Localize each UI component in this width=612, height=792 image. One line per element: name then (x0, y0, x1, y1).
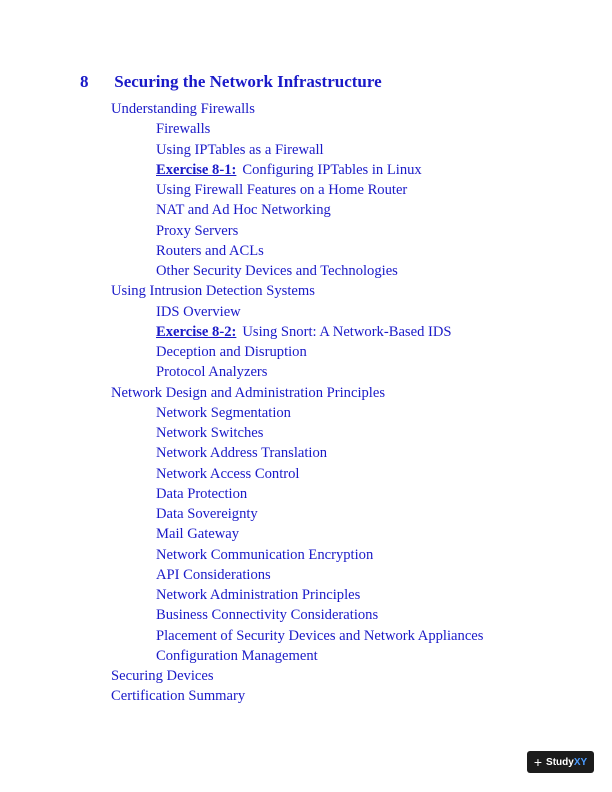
plus-icon: + (533, 754, 543, 770)
entry-text: Configuring IPTables in Linux (242, 161, 422, 178)
toc-subsection-entry[interactable] (156, 546, 373, 564)
chapter-number: 8 (80, 72, 89, 91)
entry-text: Data Sovereignty (156, 506, 258, 522)
entry-text: Firewalls (156, 121, 211, 138)
entry-text: Data Protection (156, 485, 248, 502)
entry-text: API Considerations (156, 566, 271, 583)
toc-section-entry[interactable] (111, 384, 385, 402)
toc-subsection-entry[interactable] (156, 222, 238, 240)
studyxy-badge[interactable] (527, 751, 594, 773)
entry-text: Business Connectivity Considerations (156, 607, 379, 624)
toc-subsection-entry[interactable] (156, 586, 360, 604)
toc-section-entry[interactable] (111, 687, 245, 705)
toc-section-entry[interactable] (111, 282, 315, 300)
toc-section-entry[interactable] (111, 667, 214, 685)
entry-text: Network Communication Encryption (156, 546, 374, 563)
toc-subsection-entry[interactable] (156, 424, 263, 442)
toc-exercise-entry[interactable] (156, 323, 452, 341)
entry-text: Deception and Disruption (156, 344, 307, 360)
toc-subsection-entry[interactable] (156, 404, 291, 422)
entry-text: Network Design and Administration Principles (111, 384, 386, 401)
toc-subsection-entry[interactable] (156, 343, 307, 361)
chapter-heading[interactable] (80, 72, 382, 92)
toc-subsection-entry[interactable] (156, 465, 299, 483)
toc-subsection-entry[interactable] (156, 141, 324, 159)
entry-text: Network Administration Principles (156, 587, 361, 603)
entry-text: Configuration Management (156, 647, 318, 664)
brand-name: StudyXY (546, 756, 588, 768)
entry-text: Using IPTables as a Firewall (156, 141, 324, 158)
entry-text: Understanding Firewalls (111, 101, 255, 117)
entry-text: Network Access Control (156, 465, 300, 482)
exercise-label: Exercise 8-1: (156, 161, 237, 178)
toc-section-entry[interactable] (111, 100, 255, 118)
entry-text: Routers and ACLs (156, 242, 264, 259)
toc-subsection-entry[interactable] (156, 262, 398, 280)
toc-subsection-entry[interactable] (156, 505, 258, 523)
entry-text: Mail Gateway (156, 526, 240, 543)
entry-text: Network Switches (156, 425, 264, 441)
entry-text: Network Address Translation (156, 445, 328, 462)
chapter-title: Securing the Network Infrastructure (114, 72, 382, 91)
toc-subsection-entry[interactable] (156, 606, 378, 624)
entry-text: Using Firewall Features on a Home Router (156, 182, 408, 198)
toc-subsection-entry[interactable] (156, 120, 210, 138)
entry-text: NAT and Ad Hoc Networking (156, 202, 331, 219)
toc-subsection-entry[interactable] (156, 444, 327, 462)
entry-text: Proxy Servers (156, 222, 239, 239)
entry-text: IDS Overview (156, 303, 241, 320)
toc-subsection-entry[interactable] (156, 647, 318, 665)
toc-subsection-entry[interactable] (156, 303, 241, 321)
entry-text: Other Security Devices and Technologies (156, 263, 398, 279)
toc-subsection-entry[interactable] (156, 363, 267, 381)
toc-subsection-entry[interactable] (156, 627, 483, 645)
entry-text: Certification Summary (111, 688, 246, 705)
toc-subsection-entry[interactable] (156, 201, 331, 219)
toc-exercise-entry[interactable] (156, 161, 422, 179)
toc-subsection-entry[interactable] (156, 566, 271, 584)
entry-text: Securing Devices (111, 668, 214, 684)
exercise-label: Exercise 8-2: (156, 323, 237, 340)
entry-text: Protocol Analyzers (156, 364, 268, 381)
toc-subsection-entry[interactable] (156, 242, 264, 260)
toc-subsection-entry[interactable] (156, 525, 239, 543)
entry-text: Network Segmentation (156, 404, 291, 421)
entry-text: Using Snort: A Network-Based IDS (242, 323, 452, 340)
toc-subsection-entry[interactable] (156, 485, 247, 503)
entry-text: Using Intrusion Detection Systems (111, 283, 315, 300)
entry-text: Placement of Security Devices and Network Appliances (156, 627, 484, 644)
toc-subsection-entry[interactable] (156, 181, 407, 199)
